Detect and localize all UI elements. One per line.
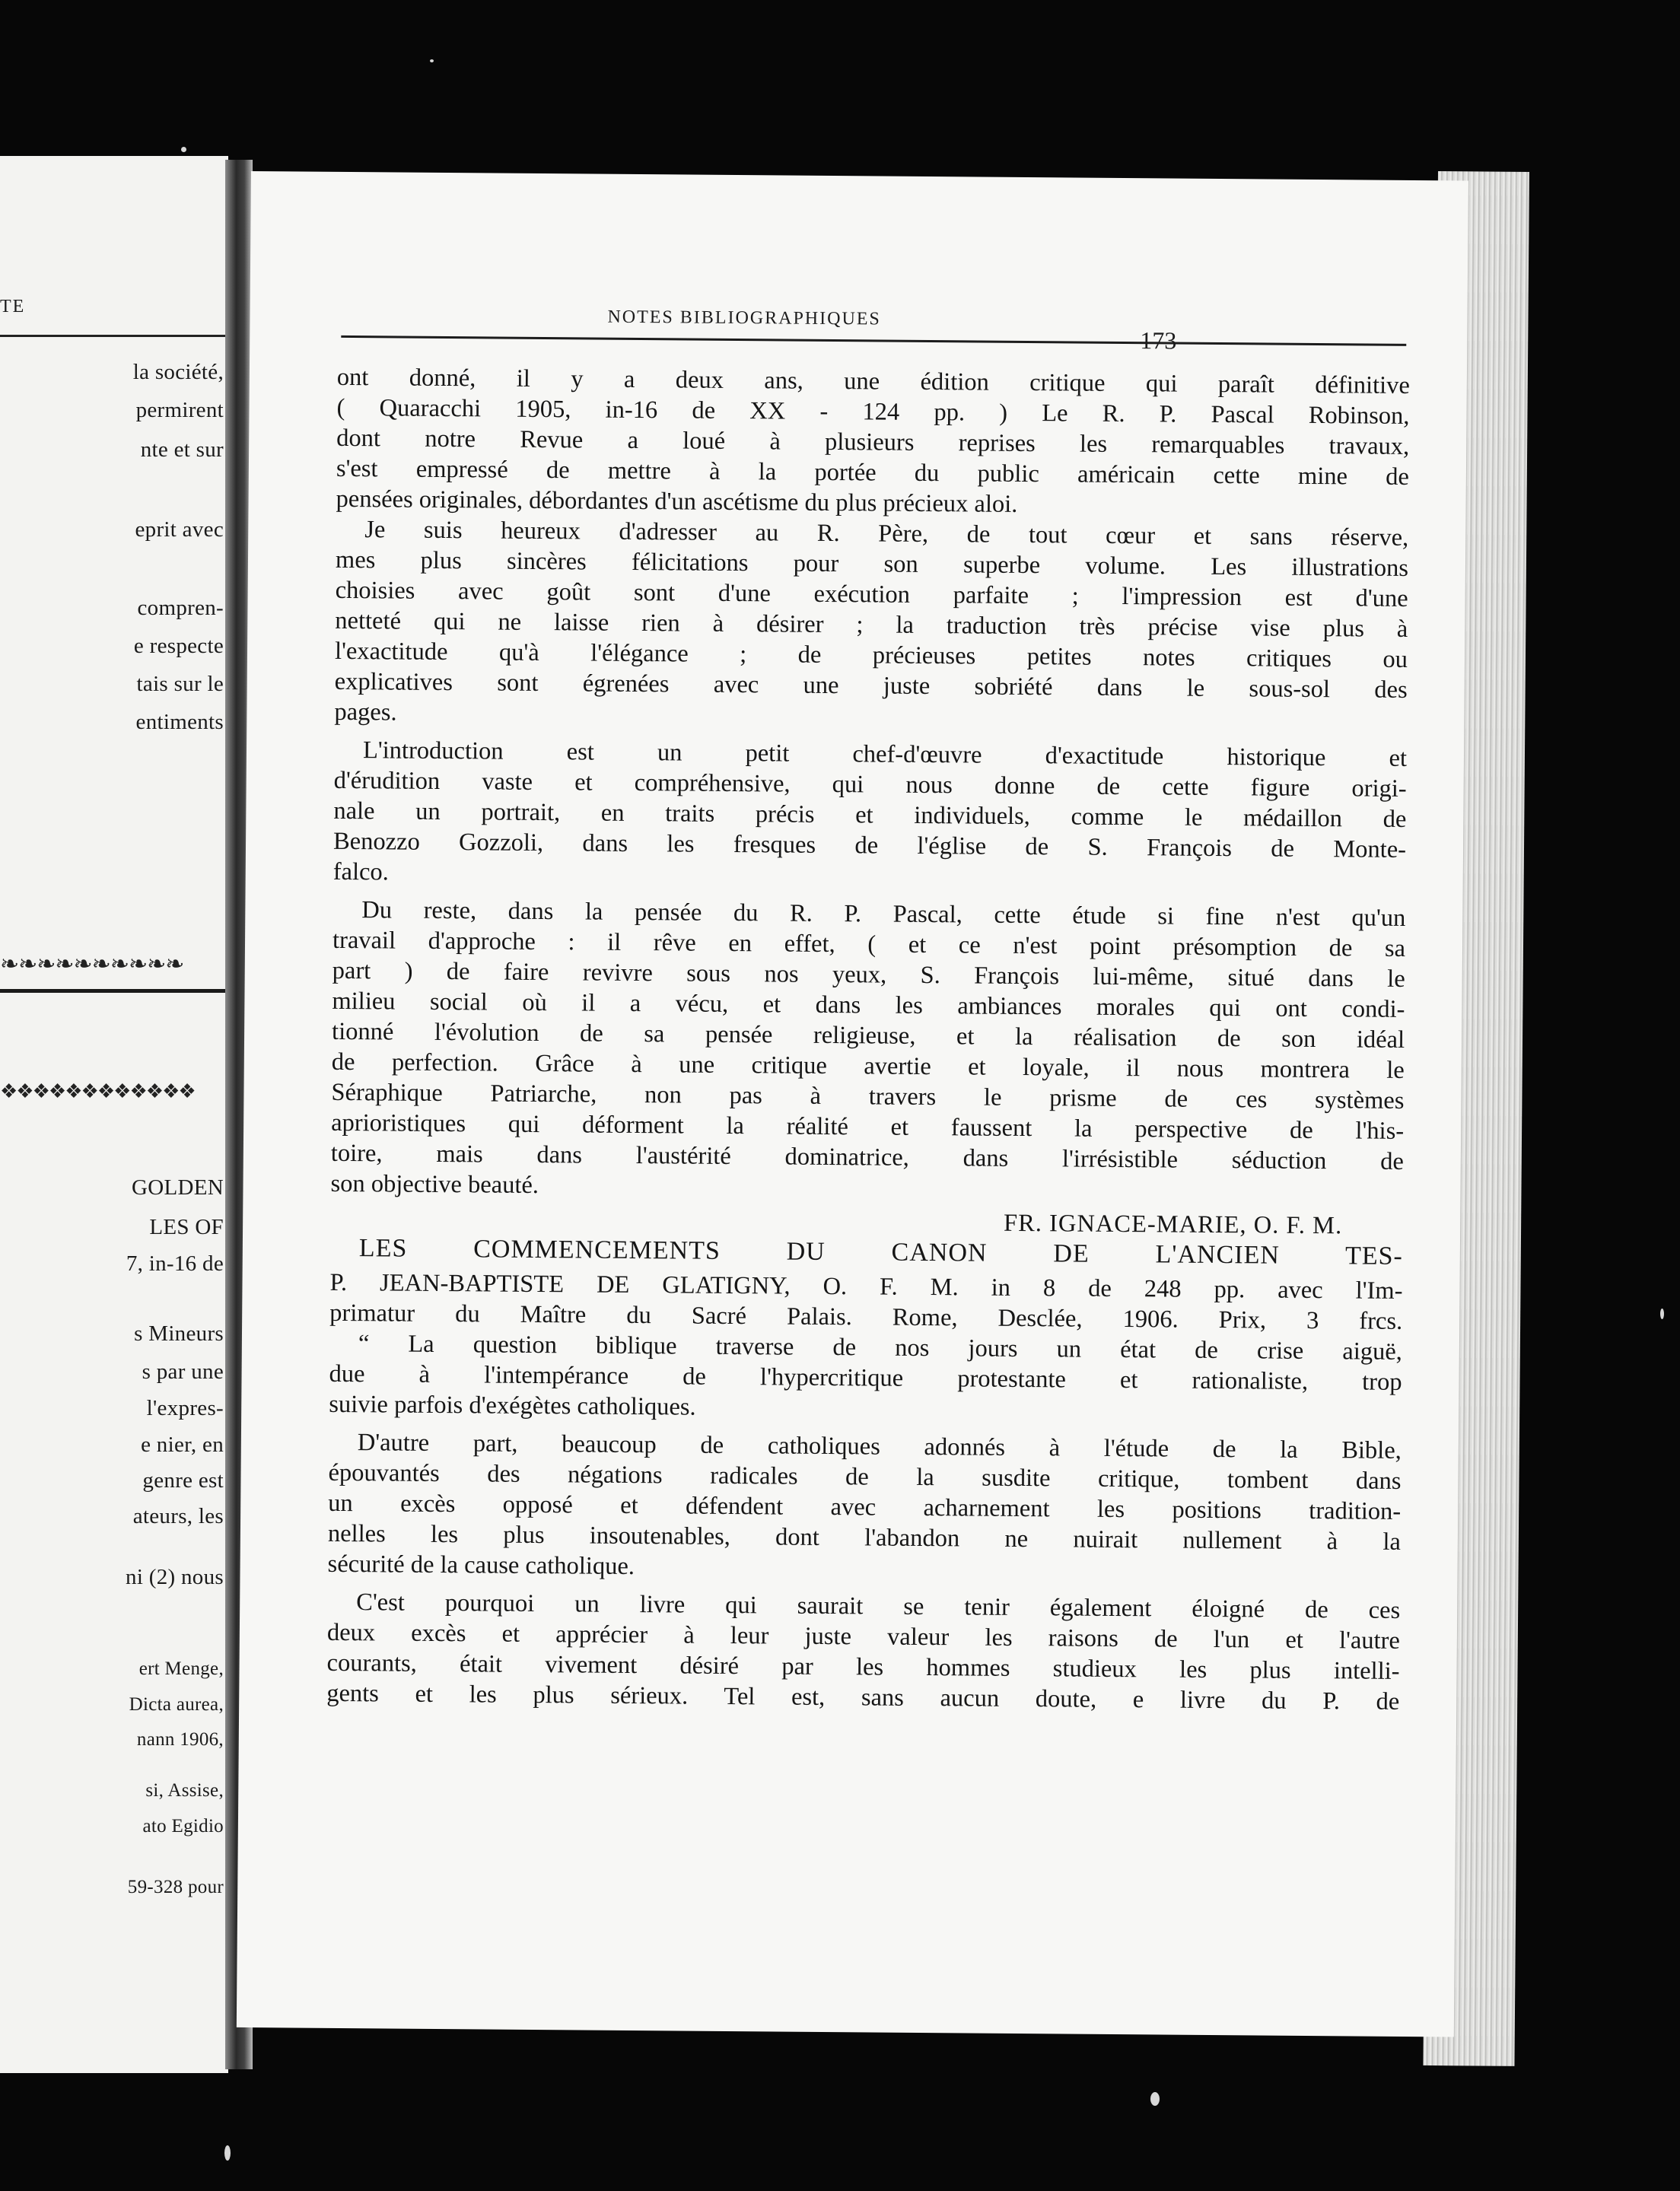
body-line: ( Quaracchi 1905, in-16 de XX - 124 pp. ) Le R. P. Pascal Robinson,: [336, 393, 1410, 430]
body-line: part ) de faire revivre sous nos yeux, S. François lui-même, situé dans le: [332, 956, 1405, 993]
body-line: netteté qui ne laisse rien à désirer ; la traduction très précise vise plus à: [335, 606, 1408, 643]
left-page-line: GOLDEN: [131, 1175, 224, 1200]
left-ornament-band: ❧❧❧❧❧❧❧❧❧❧: [0, 952, 184, 977]
body-text: [326, 362, 1410, 1716]
body-line: tionné l'évolution de sa pensée religieuse, et la réalisation de son idéal: [331, 1017, 1405, 1054]
running-head: NOTES BIBLIOGRAPHIQUES: [607, 307, 881, 329]
body-line: choisies avec goût sont d'une exécution parfaite ; l'impression est d'une: [335, 576, 1408, 612]
body-line: ont donné, il y a deux ans, une édition critique qui paraît définitive: [336, 363, 1410, 399]
body-line: gents et les plus sérieux. Tel est, sans aucun doute, e livre du P. de: [326, 1679, 1400, 1716]
body-line: milieu social où il a vécu, et dans les ambiances morales qui ont condi-: [332, 987, 1405, 1023]
left-page-line: nann 1906,: [136, 1729, 224, 1750]
left-page: [0, 156, 228, 2073]
body-line: “ La question biblique traverse de nos jours un état de crise aiguë,: [358, 1330, 1402, 1366]
body-line: aprioristiques qui déforment la réalité et faussent la perspective de l'his-: [331, 1108, 1405, 1145]
left-page-line: ateurs, les: [132, 1504, 224, 1528]
body-line: courants, était vivement désiré par les hommes studieux les plus intelli-: [326, 1649, 1400, 1685]
left-page-line: 7, in-16 de: [126, 1251, 224, 1276]
left-page-line: nte et sur: [140, 437, 224, 462]
right-page: [237, 171, 1468, 2037]
left-page-line: s Mineurs: [134, 1321, 224, 1346]
body-line: mes plus sincères félicitations pour son superbe volume. Les illustrations: [335, 545, 1409, 582]
review-title-line: LES COMMENCEMENTS DU CANON DE L'ANCIEN TES-: [358, 1234, 1403, 1270]
body-line: falco.: [332, 857, 389, 886]
body-line: deux excès et apprécier à leur juste valeur les raisons de l'un et l'autre: [326, 1618, 1401, 1655]
body-line: Je suis heureux d'adresser au R. Père, de tout cœur et sans réserve,: [364, 516, 1409, 552]
body-line: un excès opposé et défendent avec acharnement les positions tradition-: [328, 1489, 1402, 1525]
body-line: dont notre Revue a loué à plusieurs reprises les remarquables travaux,: [336, 424, 1410, 460]
left-page-line: s par une: [142, 1359, 224, 1384]
body-line: pensées originales, débordantes d'un ascétisme du plus précieux aloi.: [336, 485, 1018, 518]
dust-speck: [224, 2145, 231, 2161]
dust-speck: [1660, 1309, 1664, 1319]
page-number: 173: [1140, 326, 1177, 355]
dust-speck: [1150, 2092, 1160, 2106]
left-page-line: LES OF: [149, 1215, 224, 1239]
left-page-line: ni (2) nous: [126, 1565, 224, 1589]
reviewer-signature: FR. IGNACE-MARIE, O. F. M.: [1003, 1209, 1343, 1240]
body-line: épouvantés des négations radicales de la susdite critique, tombent dans: [328, 1458, 1402, 1495]
body-line: s'est empressé de mettre à la portée du public américain cette mine de: [336, 454, 1410, 491]
left-page-line: ato Egidio: [142, 1816, 224, 1836]
left-page-header-fragment: TE: [0, 297, 26, 316]
left-page-line: ert Menge,: [138, 1658, 224, 1679]
left-page-line: entiments: [135, 710, 224, 734]
left-page-line: Dicta aurea,: [129, 1694, 224, 1715]
left-page-line: genre est: [142, 1468, 224, 1493]
body-line: primatur du Maître du Sacré Palais. Rome, Desclée, 1906. Prix, 3 frcs.: [329, 1299, 1403, 1335]
body-line: D'autre part, beaucoup de catholiques adonnés à l'étude de la Bible,: [357, 1429, 1402, 1464]
body-line: d'érudition vaste et compréhensive, qui nous donne de cette figure origi-: [333, 766, 1407, 803]
body-line: sécurité de la cause catholique.: [327, 1550, 635, 1581]
left-page-line: l'expres-: [146, 1396, 224, 1420]
body-line: Du reste, dans la pensée du R. P. Pascal, cette étude si fine n'est qu'un: [361, 896, 1406, 932]
left-page-line: compren-: [137, 596, 224, 620]
body-line: travail d'approche : il rêve en effet, ( et ce n'est point présomption de sa: [332, 926, 1406, 962]
body-line: C'est pourquoi un livre qui saurait se tenir également éloigné de ces: [356, 1588, 1401, 1624]
left-page-line: e respecte: [133, 634, 224, 658]
body-line: son objective beauté.: [330, 1169, 539, 1200]
left-ornament-rule: [0, 989, 228, 993]
body-line: toire, mais dans l'austérité dominatrice, dans l'irrésistible séduction de: [330, 1139, 1404, 1175]
body-line: P. JEAN-BAPTISTE DE GLATIGNY, O. F. M. in 8 de 248 pp. avec l'Im-: [329, 1268, 1403, 1305]
body-line: L'introduction est un petit chef-d'œuvre d'exactitude historique et: [362, 736, 1408, 772]
left-page-line: tais sur le: [136, 672, 224, 696]
body-line: pages.: [334, 698, 397, 727]
body-line: de perfection. Grâce à une critique avertie et loyale, il nous montrera le: [331, 1048, 1405, 1084]
left-page-line: si, Assise,: [145, 1780, 224, 1801]
body-line: explicatives sont égrenées avec une juste sobriété dans le sous-sol des: [334, 667, 1408, 704]
body-line: nale un portrait, en traits précis et individuels, comme le médaillon de: [333, 797, 1407, 833]
body-line: suivie parfois d'exégètes catholiques.: [329, 1390, 696, 1421]
body-line: Benozzo Gozzoli, dans les fresques de l'église de S. François de Monte-: [332, 827, 1407, 863]
dust-speck: [430, 59, 434, 62]
dust-speck: [181, 147, 186, 152]
left-header-rule: [0, 335, 228, 337]
header-rule: [341, 335, 1406, 346]
left-page-line: la société,: [132, 360, 224, 384]
body-line: Séraphique Patriarche, non pas à travers le prisme de ces systèmes: [331, 1078, 1405, 1115]
left-ornament-divider: ❖❖❖❖❖❖❖❖❖❖❖❖: [0, 1080, 195, 1102]
body-line: due à l'intempérance de l'hypercritique protestante et rationaliste, trop: [329, 1359, 1402, 1396]
body-line: nelles les plus insoutenables, dont l'abandon ne nuirait nullement à la: [327, 1519, 1402, 1556]
left-page-line: 59-328 pour: [127, 1877, 224, 1897]
left-page-line: permirent: [135, 398, 224, 422]
left-page-line: e nier, en: [141, 1433, 224, 1457]
left-page-line: eprit avec: [135, 517, 224, 542]
body-line: l'exactitude qu'à l'élégance ; de précieuses petites notes critiques ou: [334, 637, 1408, 673]
